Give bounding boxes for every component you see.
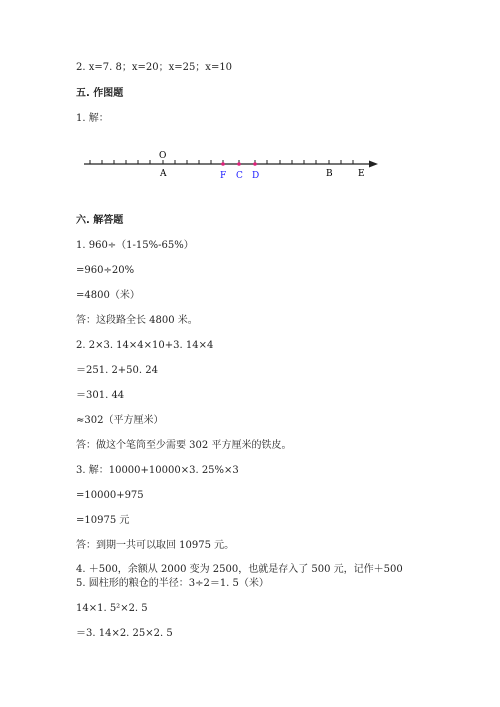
solution-3-step-3: =10975 元 [76,515,130,526]
solution-5-step-1: 5. 圆柱形的粮仓的半径：3÷2＝1. 5（米） [76,578,269,589]
solution-1-step-3: =4800（米） [76,290,140,301]
solution-1-step-1: 1. 960÷（1-15%-65%） [76,240,194,251]
drawing-answer-label: 1. 解： [76,113,109,124]
solution-2-step-2: ＝251. 2+50. 24 [76,365,158,376]
point-f-dot [221,162,225,166]
label-f: F [220,171,227,181]
number-line-diagram [80,146,380,186]
solution-5-step-3: ＝3. 14×2. 25×2. 5 [76,628,173,639]
solution-3-answer: 答：到期一共可以取回 10975 元。 [76,540,235,551]
solution-5-step-2: 14×1. 5²×2. 5 [76,603,148,614]
solution-2-step-4: ≈302（平方厘米） [76,415,164,426]
section-heading-solutions: 六. 解答题 [76,215,124,226]
label-c: C [236,171,243,181]
origin-label: O [159,151,167,161]
axis-arrow [369,161,378,168]
label-d: D [252,171,260,181]
solution-2-answer: 答：做这个笔筒至少需要 302 平方厘米的铁皮。 [76,440,292,451]
point-c-dot [237,162,241,166]
solution-1-step-2: =960÷20% [76,265,135,276]
solution-3-step-2: =10000+975 [76,490,144,501]
label-e: E [358,169,365,179]
solution-1-answer: 答：这段路全长 4800 米。 [76,315,198,326]
solution-4: 4. ＋500，余额从 2000 变为 2500，也就是存入了 500 元，记作＋500 [76,564,403,575]
label-a: A [160,169,167,179]
section-heading-drawing: 五. 作图题 [76,88,124,99]
solution-3-step-1: 3. 解：10000+10000×3. 25%×3 [76,465,239,476]
answer-line-1: 2. x=7. 8；x=20；x=25；x=10 [76,62,233,73]
point-d-dot [253,162,257,166]
solution-2-step-3: ＝301. 44 [76,390,125,401]
solution-2-step-1: 2. 2×3. 14×4×10+3. 14×4 [76,340,214,351]
label-b: B [326,169,333,179]
